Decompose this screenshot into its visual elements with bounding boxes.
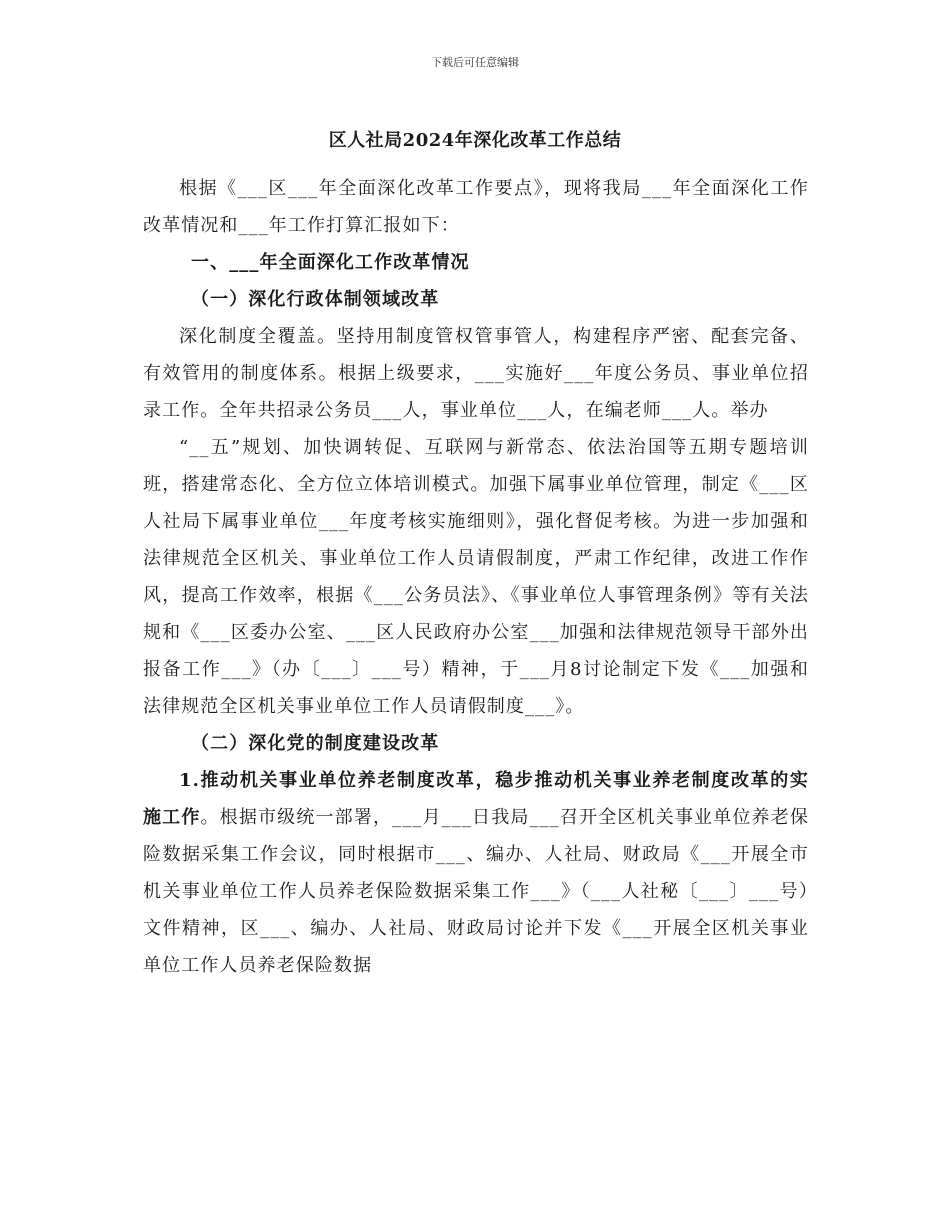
subsection-heading-1-2: （二）深化党的制度建设改革 [191,733,440,754]
paragraph-2: “__五”规划、加快调转促、互联网与新常态、依法治国等五期专题培训班，搭建常态化、全方位立体培训模式。加强下属事业单位管理，制定《___区人社局下属事业单位___年度考核实施细则》，强化督促考核。为进一步加强和法律规范全区机关、事业单位工作人员请假制度，严肃工作纪律，改进工作作风，提高工作效率，根据《___公务员法》、《事业单位人事管理条例》等有关法规和《___区委办公室、___区人民政府办公室___加强和法律规范领导干部外出报备工作___》（办〔___〕___号）精神，于___月8讨论制定下发《___加强和法律规范全区机关事业单位工作人员请假制度___》。 [143,437,809,717]
document-title: 区人社局2024年深化改革工作总结 [328,130,622,151]
paragraph-3 [143,762,809,984]
subsection-heading-1-1: （一）深化行政体制领域改革 [191,289,440,310]
document-body [143,170,809,984]
header-note: 下载后可任意编辑 [431,56,519,69]
section-heading-1: 一、___年全面深化工作改革情况 [191,252,470,273]
intro-paragraph: 根据《___区___年全面深化改革工作要点》，现将我局___年全面深化工作改革情况和___年工作打算汇报如下： [143,178,809,236]
paragraph-3-text: 。根据市级统一部署，___月___日我局___召开全区机关事业单位养老保险数据采集工作会议，同时根据市___、编办、人社局、财政局《___开展全市机关事业单位工作人员养老保险数据采集工作___》（___人社秘〔___〕___号）文件精神，区___、编办、人社局、财政局讨论并下发《___开展全区机关事业单位工作人员养老保险数据 [143,807,809,976]
paragraph-1: 深化制度全覆盖。坚持用制度管权管事管人，构建程序严密、配套完备、有效管用的制度体系。根据上级要求，___实施好___年度公务员、事业单位招录工作。全年共招录公务员___人，事业单位___人，在编老师___人。举办 [143,326,809,421]
paragraph-3-lead: 1.推动机关事业单位养老制度改革，稳步推动机关事业养老制度改革的实施工作 [143,770,809,828]
